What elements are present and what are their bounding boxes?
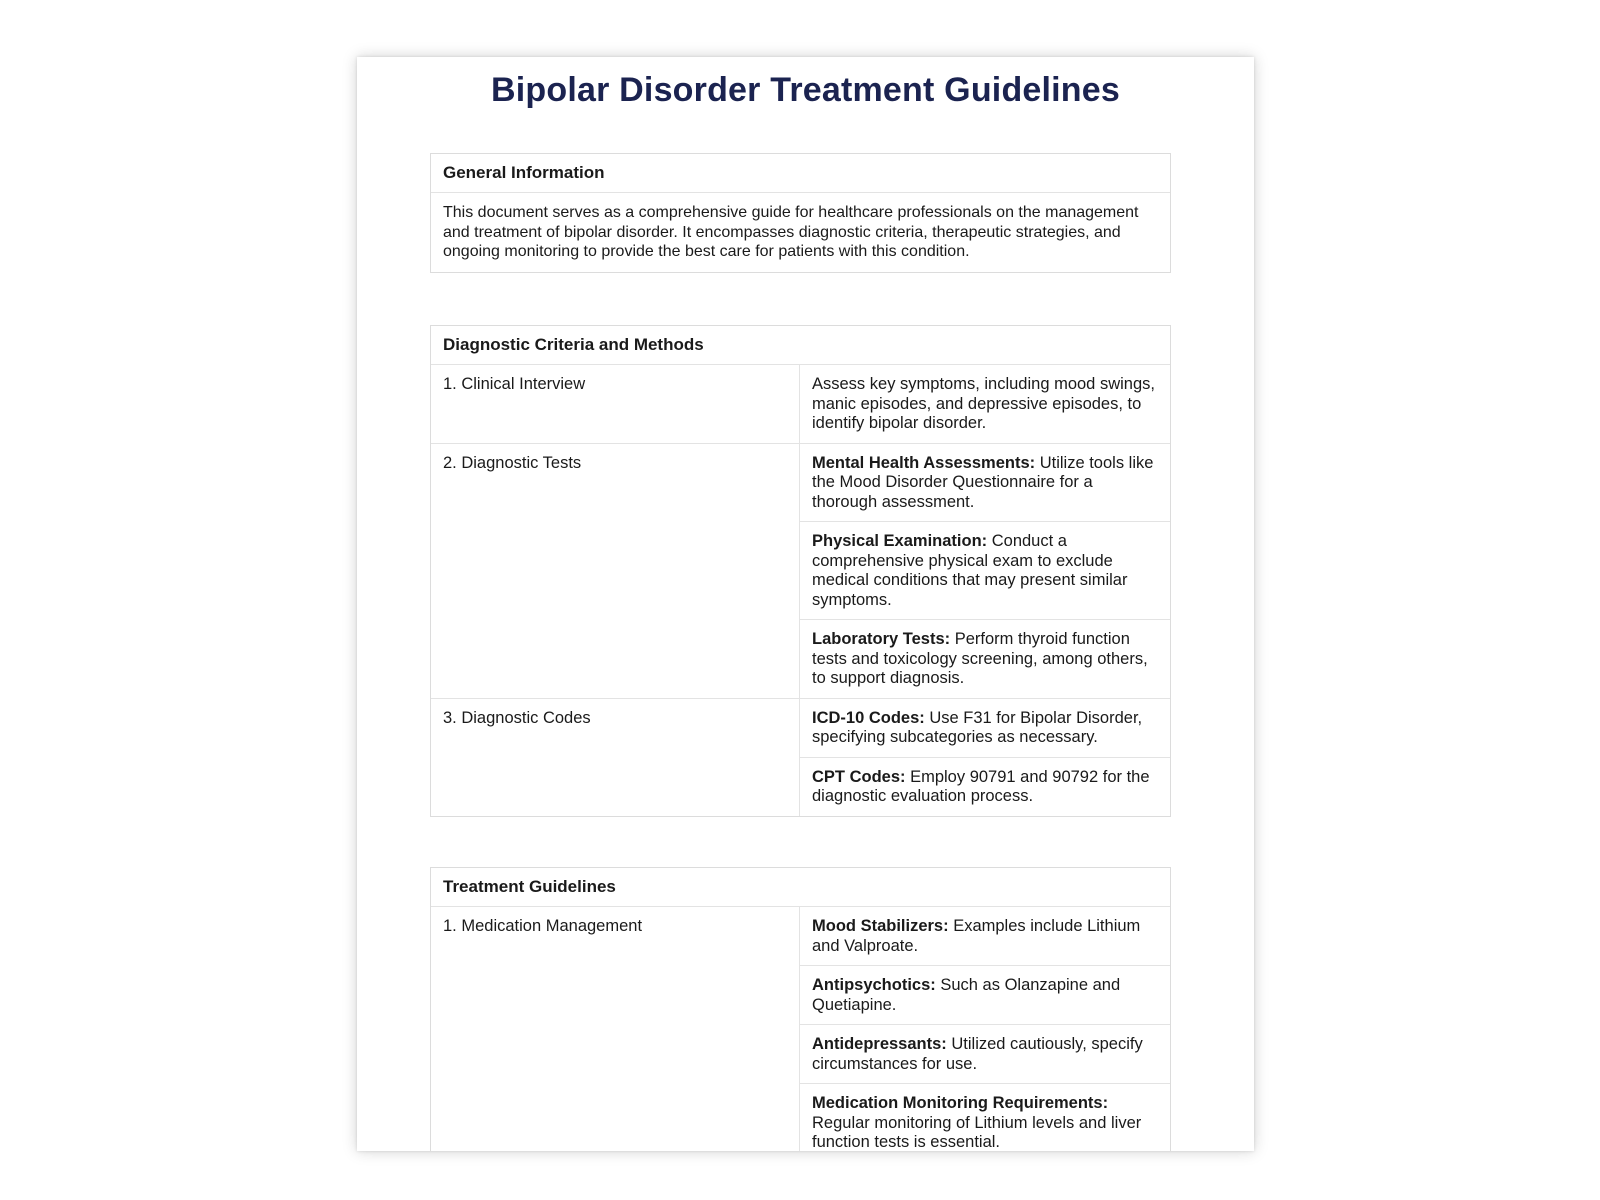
detail-text: Utilized cautiously, specify circumstances for use. — [812, 1035, 1143, 1073]
detail-cell — [800, 965, 1170, 1024]
detail-term: Physical Examination: — [812, 532, 992, 550]
detail-cell — [800, 1083, 1170, 1151]
detail-cell — [800, 1024, 1170, 1083]
detail-text: Examples include Lithium and Valproate. — [812, 917, 1141, 955]
detail-term: Mental Health Assessments: — [812, 453, 1040, 472]
detail-text: Assess key symptoms, including mood swings, manic episodes, and depressive episodes, to identify bipolar disorder. — [812, 375, 1155, 432]
row-label: 1. Medication Management — [431, 907, 800, 1151]
detail-cell — [800, 365, 1170, 443]
diagnostic-criteria-section — [430, 325, 1171, 817]
detail-text: Such as Olanzapine and Quetiapine. — [812, 976, 1121, 1014]
row-label: 3. Diagnostic Codes — [431, 699, 800, 816]
detail-cell — [800, 757, 1170, 816]
detail-term: Antipsychotics: — [812, 976, 941, 994]
detail-term: Laboratory Tests: — [812, 630, 955, 648]
detail-text: Conduct a comprehensive physical exam to exclude medical conditions that may present similar symptoms. — [812, 532, 1128, 609]
row-details — [800, 907, 1170, 1151]
table-row — [431, 365, 1170, 443]
document-page — [357, 57, 1254, 1151]
detail-text: Use F31 for Bipolar Disorder, specifying subcategories as necessary. — [812, 708, 1143, 746]
detail-cell — [800, 619, 1170, 698]
treatment-guidelines-section — [430, 867, 1171, 1151]
detail-cell — [800, 699, 1170, 757]
detail-term: Antidepressants: — [812, 1035, 952, 1053]
detail-term: CPT Codes: — [812, 767, 911, 786]
row-details — [800, 444, 1170, 698]
general-information-text: This document serves as a comprehensive guide for healthcare professionals on the management and treatment of bipolar disorder. It encompasses diagnostic criteria, therapeutic strategies, and ongoing monitoring to provide the best care for patients with this condition. — [443, 204, 1139, 260]
detail-text: Regular monitoring of Lithium levels and liver function tests is essential. — [812, 1113, 1142, 1151]
table-row — [431, 907, 1170, 1151]
general-information-section — [430, 153, 1171, 273]
detail-text: Employ 90791 and 90792 for the diagnostic evaluation process. — [812, 767, 1150, 805]
detail-cell — [800, 444, 1170, 522]
section-header: Diagnostic Criteria and Methods — [431, 326, 1170, 365]
table-row — [431, 443, 1170, 698]
row-details — [800, 699, 1170, 816]
detail-term: Medication Monitoring Requirements: — [812, 1094, 1109, 1112]
detail-text: Utilize tools like the Mood Disorder Questionnaire for a thorough assessment. — [812, 453, 1154, 511]
detail-text: Perform thyroid function tests and toxicology screening, among others, to support diagnosis. — [812, 630, 1148, 687]
table-row — [431, 698, 1170, 816]
section-header: Treatment Guidelines — [431, 868, 1170, 907]
row-details — [800, 365, 1170, 443]
row-label: 1. Clinical Interview — [431, 365, 800, 443]
detail-term: ICD-10 Codes: — [812, 708, 930, 727]
detail-term: Mood Stabilizers: — [812, 917, 954, 935]
detail-cell — [800, 907, 1170, 965]
section-header: General Information — [431, 154, 1170, 193]
row-label: 2. Diagnostic Tests — [431, 444, 800, 698]
document-title: Bipolar Disorder Treatment Guidelines — [491, 71, 1120, 109]
detail-cell — [800, 521, 1170, 619]
